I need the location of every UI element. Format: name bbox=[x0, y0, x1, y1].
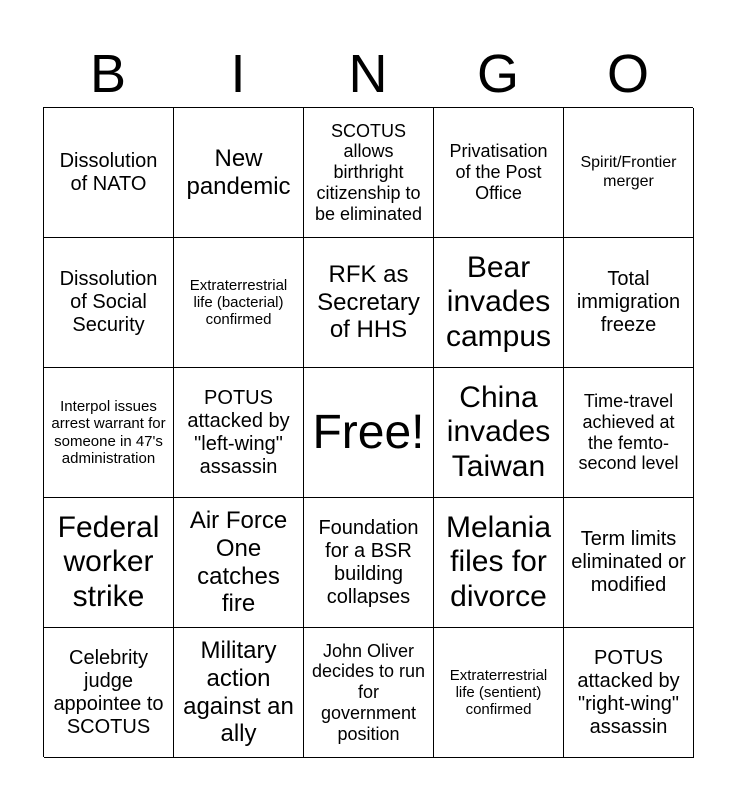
header-letter-i: I bbox=[230, 44, 246, 104]
bingo-cell[interactable] bbox=[174, 238, 304, 368]
bingo-cell[interactable] bbox=[434, 628, 564, 758]
bingo-cell[interactable] bbox=[44, 628, 174, 758]
bingo-cell[interactable] bbox=[304, 238, 434, 368]
header-letter-g: G bbox=[476, 44, 519, 104]
bingo-cell[interactable] bbox=[304, 108, 434, 238]
header-letter-n: N bbox=[348, 44, 388, 104]
free-space-cell[interactable] bbox=[304, 368, 434, 498]
cell-text: Dissolution of Social Security bbox=[59, 268, 158, 336]
bingo-board bbox=[43, 107, 693, 757]
cell-text: POTUS attacked by "right-wing" assassin bbox=[577, 646, 680, 738]
bingo-cell[interactable] bbox=[564, 238, 694, 368]
bingo-cell[interactable] bbox=[44, 108, 174, 238]
cell-text: Term limits eliminated or modified bbox=[571, 528, 686, 596]
header-letter-o: O bbox=[606, 44, 649, 104]
cell-text: Privatisation of the Post Office bbox=[449, 141, 548, 203]
cell-text: Dissolution of NATO bbox=[59, 149, 158, 195]
bingo-cell[interactable] bbox=[174, 628, 304, 758]
bingo-cell[interactable] bbox=[174, 498, 304, 628]
cell-text: Federal worker strike bbox=[57, 510, 160, 613]
bingo-cell[interactable] bbox=[44, 498, 174, 628]
cell-text: Celebrity judge appointee to SCOTUS bbox=[53, 646, 164, 738]
cell-text: Interpol issues arrest warrant for someone in 47's administration bbox=[51, 398, 166, 467]
cell-text: Extraterrestrial life (sentient) confirmed bbox=[449, 666, 548, 719]
cell-text: Military action against an ally bbox=[183, 637, 294, 748]
cell-text: SCOTUS allows birthright citizenship to be eliminated bbox=[314, 120, 423, 224]
cell-text: Total immigration freeze bbox=[576, 268, 681, 336]
bingo-cell[interactable] bbox=[564, 108, 694, 238]
cell-text: John Oliver decides to run for government position bbox=[311, 640, 426, 744]
bingo-cell[interactable] bbox=[44, 238, 174, 368]
cell-text: New pandemic bbox=[186, 144, 291, 200]
cell-text: Extraterrestrial life (bacterial) confirmed bbox=[189, 276, 288, 329]
bingo-cell[interactable] bbox=[434, 498, 564, 628]
cell-text: China invades Taiwan bbox=[446, 380, 551, 483]
cell-text: Air Force One catches fire bbox=[189, 507, 288, 618]
cell-text: Melania files for divorce bbox=[445, 510, 552, 613]
bingo-cell[interactable] bbox=[174, 108, 304, 238]
bingo-cell[interactable] bbox=[304, 498, 434, 628]
cell-text: Spirit/Frontier merger bbox=[580, 154, 677, 190]
free-space-text: Free! bbox=[312, 405, 425, 459]
cell-text: Bear invades campus bbox=[445, 250, 552, 353]
bingo-cell[interactable] bbox=[434, 108, 564, 238]
bingo-cell[interactable] bbox=[174, 368, 304, 498]
cell-text: RFK as Secretary of HHS bbox=[317, 261, 420, 344]
cell-text: POTUS attacked by "left-wing" assassin bbox=[187, 386, 290, 478]
bingo-cell[interactable] bbox=[434, 238, 564, 368]
bingo-cell[interactable] bbox=[564, 628, 694, 758]
bingo-cell[interactable] bbox=[44, 368, 174, 498]
cell-text: Time-travel achieved at the femto-second level bbox=[578, 391, 679, 474]
bingo-cell[interactable] bbox=[564, 498, 694, 628]
header-letter-b: B bbox=[89, 44, 127, 104]
bingo-cell[interactable] bbox=[564, 368, 694, 498]
bingo-header bbox=[43, 40, 693, 108]
cell-text: Foundation for a BSR building collapses bbox=[318, 516, 419, 608]
bingo-cell[interactable] bbox=[434, 368, 564, 498]
bingo-cell[interactable] bbox=[304, 628, 434, 758]
